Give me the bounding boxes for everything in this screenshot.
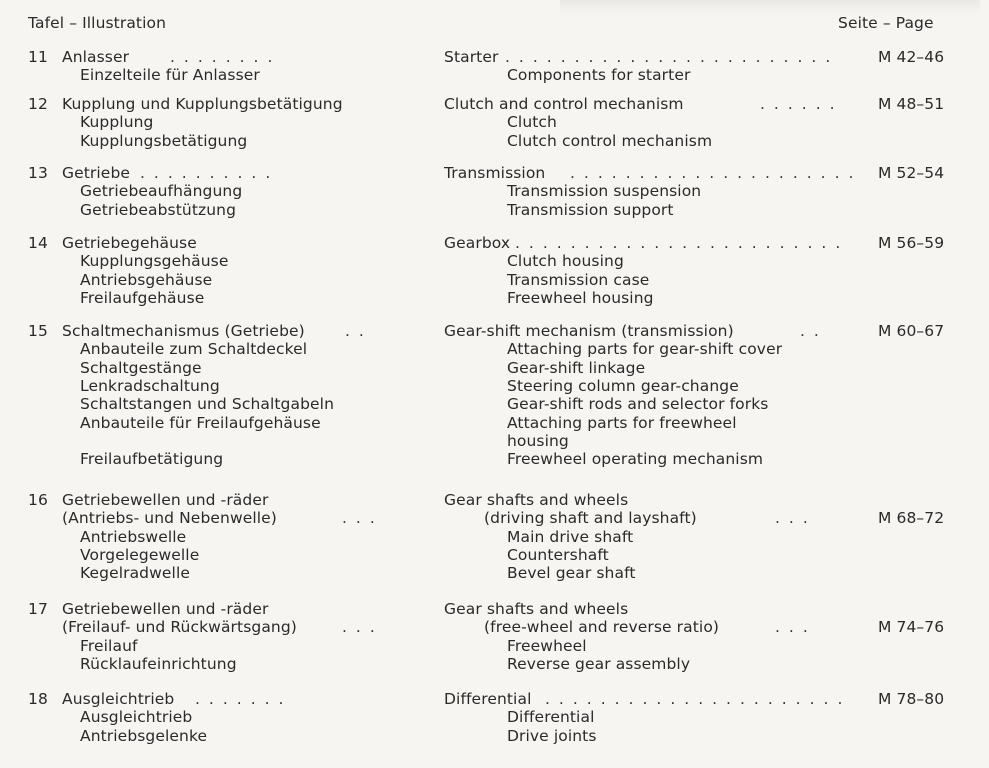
- sub-entry-de: Ausgleichtrieb: [80, 708, 193, 727]
- entry-number: 16: [28, 491, 48, 509]
- entry-page: M 68–72: [878, 509, 945, 528]
- entry-title-en: Gear shafts and wheels: [444, 600, 629, 618]
- sub-entry-de: Freilaufgehäuse: [80, 288, 205, 307]
- entry-title-de: Getriebewellen und -räder: [62, 491, 269, 509]
- entry-title-en: Clutch and control mechanism: [444, 95, 684, 113]
- sub-entry-de: Kupplungsgehäuse: [80, 252, 229, 271]
- entry-number: 13: [28, 164, 48, 182]
- entry-page: M 60–67: [878, 322, 945, 340]
- dot-leader: ........: [170, 48, 282, 66]
- entry-title-en-cont: (free-wheel and reverse ratio): [484, 618, 720, 637]
- entry-page: M 78–80: [878, 690, 945, 708]
- entry-title-de-cont: (Antriebs- und Nebenwelle): [62, 509, 277, 528]
- dot-leader: ...: [342, 618, 384, 637]
- sub-entry-en: Clutch housing: [507, 252, 624, 271]
- sub-entry-en: Steering column gear-change: [507, 376, 739, 395]
- sub-entry-en: Main drive shaft: [507, 527, 634, 546]
- sub-entry-en: Components for starter: [507, 66, 691, 85]
- sub-entry-en: Gear-shift linkage: [507, 358, 646, 377]
- header-left: Tafel – Illustration: [28, 14, 167, 32]
- entry-number: 17: [28, 600, 48, 618]
- sub-entry-de: Anbauteile für Freilaufgehäuse: [80, 413, 321, 432]
- sub-entry-de: Lenkradschaltung: [80, 376, 220, 395]
- dot-leader: ......................: [545, 690, 852, 708]
- entry-title-en: Transmission: [444, 164, 546, 182]
- dot-leader: ........................: [505, 48, 840, 66]
- sub-entry-de: Getriebeabstützung: [80, 200, 237, 219]
- entry-number: 14: [28, 234, 48, 252]
- scan-shadow: [560, 0, 980, 14]
- sub-entry-en: housing: [507, 431, 569, 450]
- entry-title-de: Getriebe: [62, 164, 131, 182]
- dot-leader: ......: [760, 95, 844, 113]
- dot-leader: .....................: [570, 164, 863, 182]
- entry-title-de: Kupplung und Kupplungsbetätigung: [62, 95, 343, 113]
- sub-entry-en: Clutch: [507, 113, 557, 132]
- header-right: Seite – Page: [838, 14, 934, 32]
- sub-entry-de: Antriebsgehäuse: [80, 270, 213, 289]
- entry-page: M 74–76: [878, 618, 945, 637]
- dot-leader: ..........: [140, 164, 280, 182]
- dot-leader: ...: [775, 509, 817, 528]
- entry-title-en: Differential: [444, 690, 532, 708]
- sub-entry-de: Antriebsgelenke: [80, 726, 208, 745]
- entry-page: M 56–59: [878, 234, 945, 252]
- sub-entry-de: Antriebswelle: [80, 527, 187, 546]
- sub-entry-de: Anbauteile zum Schaltdeckel: [80, 340, 308, 359]
- entry-title-de: Getriebewellen und -räder: [62, 600, 269, 618]
- sub-entry-en: Reverse gear assembly: [507, 654, 691, 673]
- sub-entry-en: Transmission support: [507, 200, 674, 219]
- sub-entry-en: Transmission case: [507, 270, 650, 289]
- sub-entry-en: Freewheel operating mechanism: [507, 450, 764, 469]
- entry-number: 15: [28, 322, 48, 340]
- sub-entry-en: Freewheel housing: [507, 288, 654, 307]
- dot-leader: ..: [345, 322, 373, 340]
- sub-entry-en: Attaching parts for gear-shift cover: [507, 340, 783, 359]
- entry-page: M 48–51: [878, 95, 945, 113]
- dot-leader: ...: [775, 618, 817, 637]
- sub-entry-en: Clutch control mechanism: [507, 131, 713, 150]
- entry-title-de-cont: (Freilauf- und Rückwärtsgang): [62, 618, 297, 637]
- dot-leader: ..: [800, 322, 828, 340]
- entry-title-de: Schaltmechanismus (Getriebe): [62, 322, 305, 340]
- sub-entry-en: Countershaft: [507, 545, 609, 564]
- sub-entry-de: Schaltstangen und Schaltgabeln: [80, 395, 334, 414]
- entry-title-en-cont: (driving shaft and layshaft): [484, 509, 697, 528]
- sub-entry-en: Bevel gear shaft: [507, 564, 636, 583]
- entry-page: M 42–46: [878, 48, 945, 66]
- sub-entry-de: Kupplung: [80, 113, 154, 132]
- entry-title-de: Getriebegehäuse: [62, 234, 197, 252]
- sub-entry-en: Gear-shift rods and selector forks: [507, 395, 769, 414]
- sub-entry-de: Rücklaufeinrichtung: [80, 654, 237, 673]
- dot-leader: ...: [342, 509, 384, 528]
- sub-entry-en: Differential: [507, 708, 595, 727]
- dot-leader: .......: [195, 690, 293, 708]
- sub-entry-de: Einzelteile für Anlasser: [80, 66, 260, 85]
- sub-entry-de: Schaltgestänge: [80, 358, 202, 377]
- sub-entry-en: Transmission suspension: [507, 182, 702, 201]
- entry-title-en: Gear-shift mechanism (transmission): [444, 322, 734, 340]
- entry-number: 18: [28, 690, 48, 708]
- dot-leader: ........................: [515, 234, 850, 252]
- entry-page: M 52–54: [878, 164, 945, 182]
- sub-entry-de: Freilauf: [80, 636, 138, 655]
- entry-number: 11: [28, 48, 48, 66]
- entry-title-en: Gearbox: [444, 234, 511, 252]
- sub-entry-de: Vorgelegewelle: [80, 545, 200, 564]
- entry-title-en: Gear shafts and wheels: [444, 491, 629, 509]
- sub-entry-en: Attaching parts for freewheel: [507, 413, 737, 432]
- sub-entry-en: Freewheel: [507, 636, 587, 655]
- sub-entry-de: Getriebeaufhängung: [80, 182, 243, 201]
- entry-title-de: Anlasser: [62, 48, 130, 66]
- sub-entry-en: Drive joints: [507, 726, 597, 745]
- entry-title-en: Starter: [444, 48, 499, 66]
- sub-entry-de: Freilaufbetätigung: [80, 450, 224, 469]
- sub-entry-de: Kegelradwelle: [80, 564, 190, 583]
- sub-entry-de: Kupplungsbetätigung: [80, 131, 248, 150]
- entry-title-de: Ausgleichtrieb: [62, 690, 175, 708]
- entry-number: 12: [28, 95, 48, 113]
